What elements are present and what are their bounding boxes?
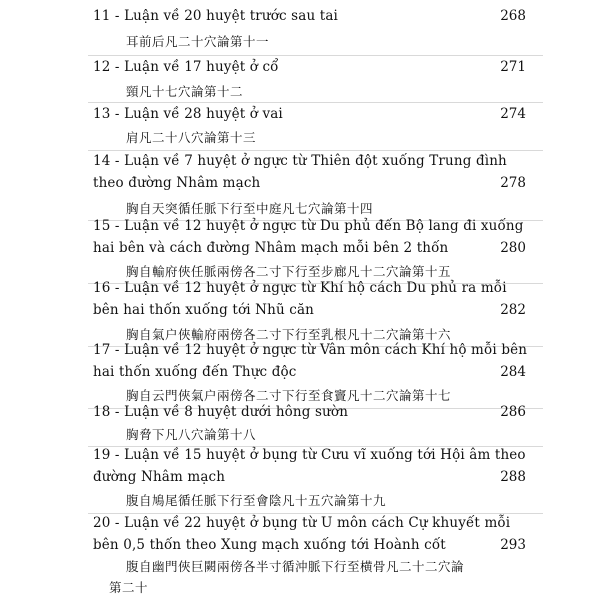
toc-entry-20-chinese — [109, 556, 546, 598]
toc-entry-line: 11 - Luận về 20 huyệt trước sau tai — [93, 8, 338, 24]
chinese-line: 胸自云門俠氣户兩傍各二寸下行至食竇凡十二穴論第十七 — [126, 388, 452, 403]
toc-entry-line: 15 - Luận về 12 huyệt ở ngực từ Du phủ đến Bộ lang đi xuống — [93, 218, 524, 234]
chinese-line: 腹自幽門俠巨闕兩傍各半寸循沖脈下行至横骨凡二十二穴論 — [126, 559, 465, 574]
toc-entry-13-page: 274 — [500, 106, 526, 122]
toc-entry-20-title — [93, 512, 511, 556]
toc-entry-16-page: 282 — [500, 302, 526, 318]
toc-entry-line: 14 - Luận về 7 huyệt ở ngực từ Thiên đột xuống Trung đình — [93, 153, 507, 169]
toc-entry-line: bên 0,5 thốn theo Xung mạch xuống tới Hoành cốt — [93, 537, 446, 553]
toc-entry-19-chinese — [126, 490, 546, 511]
toc-entry-11-chinese — [126, 31, 546, 52]
toc-entry-line: đường Nhâm mạch — [93, 469, 226, 485]
toc-entry-14-title — [93, 150, 507, 194]
chinese-line: 胸自天突循任脈下行至中庭凡七穴論第十四 — [126, 201, 374, 216]
toc-entry-13-title — [93, 103, 493, 125]
toc-entry-line: 20 - Luận về 22 huyệt ở bụng từ U môn cách Cự khuyết mỗi — [93, 515, 511, 531]
toc-entry-line: hai thốn xuống đến Thực độc — [93, 364, 297, 380]
toc-entry-15-page: 280 — [500, 240, 526, 256]
chinese-line: 胸自輸府俠任脈兩傍各二寸下行至步廊凡十二穴論第十五 — [126, 264, 452, 279]
toc-entry-line: hai bên và cách đường Nhâm mạch mỗi bên 2 thốn — [93, 240, 449, 256]
chinese-line: 胸自氣户俠輸府兩傍各二寸下行至乳根凡十二穴論第十六 — [126, 327, 452, 342]
toc-entry-12-chinese — [126, 81, 546, 102]
chinese-line: 耳前后凡二十穴論第十一 — [126, 34, 270, 49]
toc-entry-line: 18 - Luận về 8 huyệt dưới hông sườn — [93, 404, 349, 420]
toc-entry-16-title — [93, 277, 507, 321]
chinese-line: 胸脅下凡八穴論第十八 — [126, 427, 257, 442]
toc-entry-line: 12 - Luận về 17 huyệt ở cổ — [93, 59, 279, 75]
toc-entry-11-page: 268 — [500, 8, 526, 24]
chinese-line: 腹自鳩尾循任脈下行至會陰凡十五穴論第十九 — [126, 493, 387, 508]
toc-entry-line: 19 - Luận về 15 huyệt ở bụng từ Cưu vĩ xuống tới Hội âm theo — [93, 447, 526, 463]
chinese-line: 頸凡十七穴論第十二 — [126, 84, 244, 99]
toc-entry-18-title — [93, 401, 493, 423]
toc-entry-11-title — [93, 5, 493, 27]
toc-entry-line: 17 - Luận về 12 huyệt ở ngực từ Vân môn cách Khí hộ mỗi bên — [93, 342, 528, 358]
toc-entry-line: 13 - Luận về 28 huyệt ở vai — [93, 106, 283, 122]
toc-entry-line: theo đường Nhâm mạch — [93, 175, 261, 191]
toc-entry-18-chinese — [126, 424, 546, 445]
chinese-line: 第二十 — [109, 580, 149, 595]
toc-entry-17-page: 284 — [500, 364, 526, 380]
toc-entry-line: bên hai thốn xuống tới Nhũ căn — [93, 302, 314, 318]
toc-entry-14-page: 278 — [500, 175, 526, 191]
toc-entry-20-page: 293 — [500, 537, 526, 553]
chinese-line: 肩凡二十八穴論第十三 — [126, 130, 257, 145]
toc-entry-13-chinese — [126, 127, 546, 148]
toc-entry-19-page: 288 — [500, 469, 526, 485]
toc-entry-12-title — [93, 56, 493, 78]
toc-entry-line: 16 - Luận về 12 huyệt ở ngực từ Khí hộ cách Du phủ ra mỗi — [93, 280, 507, 296]
toc-entry-12-page: 271 — [500, 59, 526, 75]
toc-entry-18-page: 286 — [500, 404, 526, 420]
